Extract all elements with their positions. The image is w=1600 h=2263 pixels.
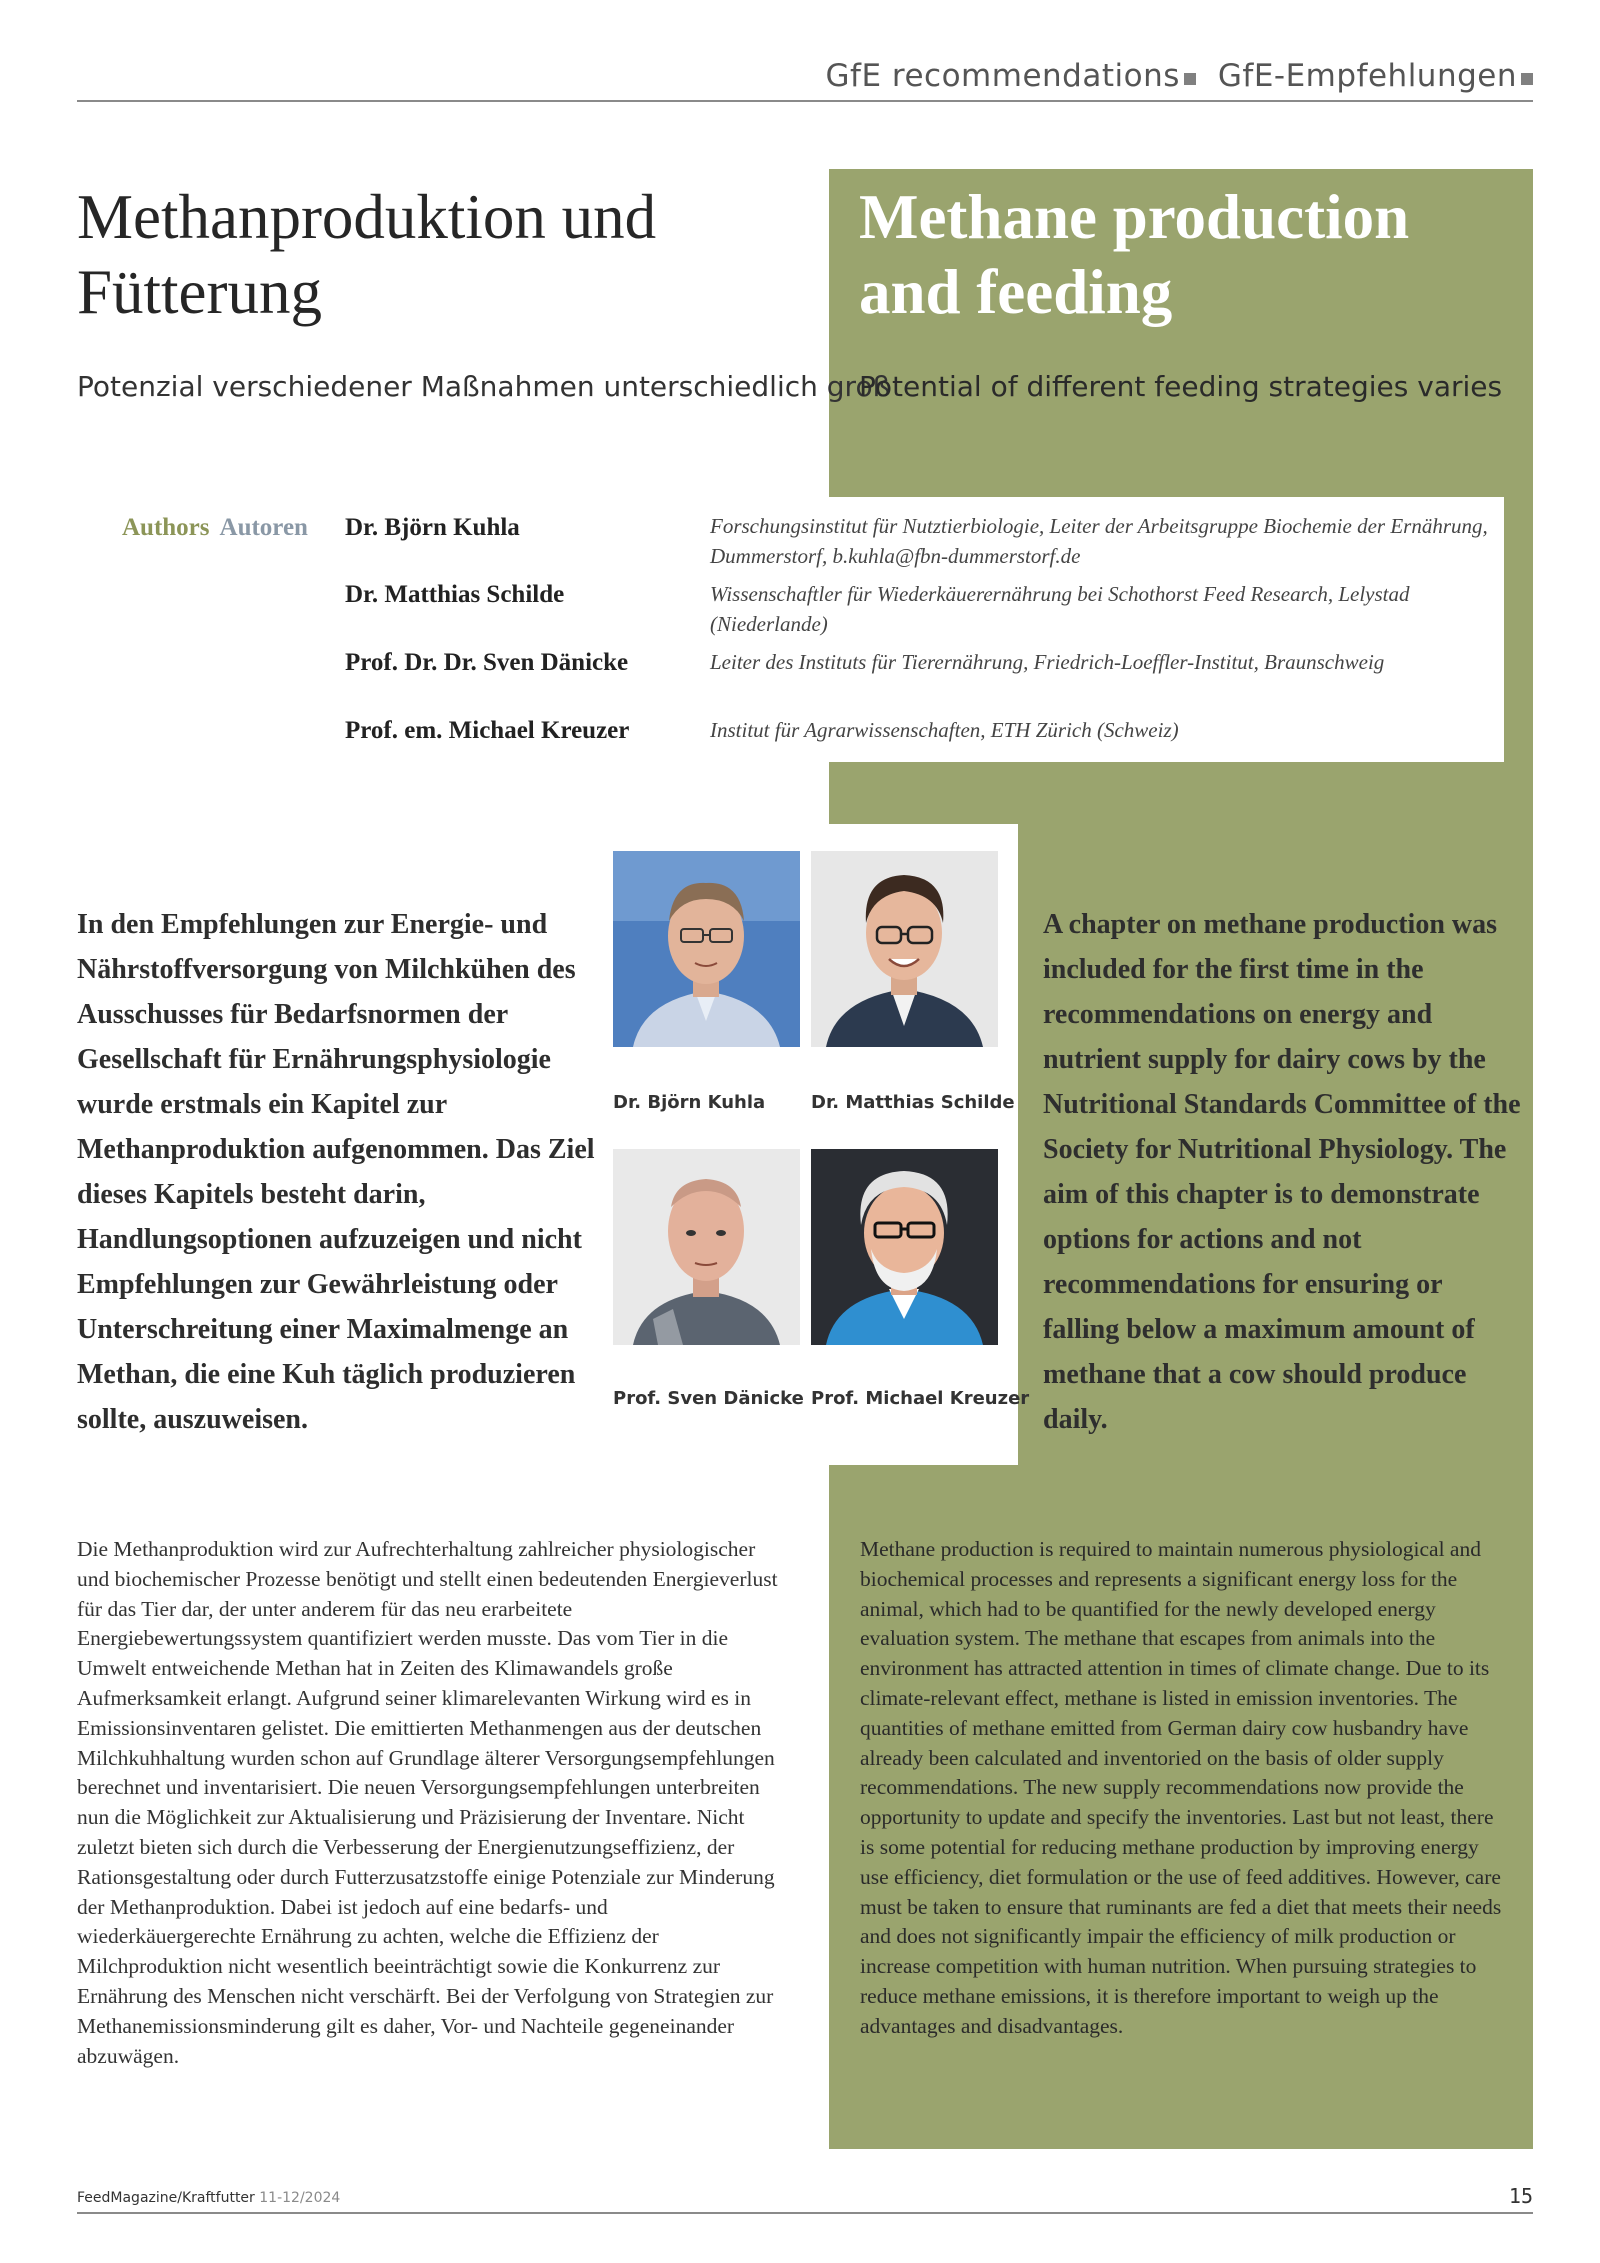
square-bullet-icon xyxy=(1521,73,1533,85)
lead-paragraph-en: A chapter on methane production was included for the first time in the recommendations on energy and nutrient supply for dairy cows by the Nutritional Standards Committee of the Society for Nutritional Physiology. The aim of this chapter is to demonstrate options for actions and not recommendations for ensuring or falling below a maximum amount of methane that a cow should produce daily. xyxy=(1043,909,1521,1435)
body-paragraph-en: Methane production is required to maintain numerous physiological and biochemical processes and represents a significant energy loss for the animal, which had to be quantified for the newly developed energy evaluation system. The methane that escapes from animals into the environment has attracted attention in times of climate change. Due to its climate-relevant effect, methane is listed in emission inventories. The quantities of methane emitted from German dairy cow husbandry have already been calculated and inventoried on the basis of older supply recommendations. The new supply recommendations now provide the opportunity to update and specify the inventories. Last but not least, there is some potential for reducing methane production by improving energy use efficiency, diet formulation or the use of feed additives. However, care must be taken to ensure that ruminants are fed a diet that meets their needs and does not significantly impair the efficiency of milk production or increase competition with human nutrition. When pursuing strategies to reduce methane emissions, it is therefore important to weigh up the advantages and disadvantages. xyxy=(860,1537,1502,2038)
photo-caption: Dr. Björn Kuhla xyxy=(613,1092,766,1113)
authors-label-de: Autoren xyxy=(219,514,308,541)
author-affiliation: Forschungsinstitut für Nutztierbiologie, Leiter der Arbeitsgruppe Biochemie der Ernährung, Dummerstorf, b.kuhla@fbn-dummerstorf.de xyxy=(710,514,1488,568)
author-photos-panel xyxy=(601,824,1030,1465)
footer-issue: 11-12/2024 xyxy=(259,2190,341,2206)
footer-publication-name: FeedMagazine/Kraftfutter xyxy=(77,2190,255,2206)
author-photo-daenicke xyxy=(613,1149,800,1345)
article-title-en: Methane production and feeding xyxy=(859,182,1410,327)
authors-label xyxy=(122,514,308,542)
photo-caption: Prof. Michael Kreuzer xyxy=(811,1388,1030,1409)
article-title-de: Methanproduktion und Fütterung xyxy=(77,182,657,327)
article-subtitle-de: Potenzial verschiedener Maßnahmen unterschiedlich groß xyxy=(77,370,891,403)
square-bullet-icon xyxy=(1184,73,1196,85)
header-label-de: GfE-Empfehlungen xyxy=(1217,58,1517,94)
author-name: Dr. Matthias Schilde xyxy=(345,581,565,608)
header-rule xyxy=(77,100,1533,102)
author-name: Dr. Björn Kuhla xyxy=(345,514,520,541)
authors-label-en: Authors xyxy=(122,514,210,541)
author-affiliation: Leiter des Instituts für Tierernährung, Friedrich-Loeffler-Institut, Braunschweig xyxy=(710,650,1385,674)
author-name: Prof. Dr. Dr. Sven Dänicke xyxy=(345,649,629,676)
author-photo-kuhla xyxy=(613,851,800,1047)
author-affiliation: Institut für Agrarwissenschaften, ETH Zürich (Schweiz) xyxy=(710,718,1179,742)
lead-paragraph-de: In den Empfehlungen zur Energie- und Nährstoffversorgung von Milchkühen des Ausschusses für Bedarfsnormen der Gesellschaft für Ernährungsphysiologie wurde erstmals ein Kapitel zur Methanproduktion aufgenommen. Das Ziel dieses Kapitels besteht darin, Handlungsoptionen aufzuzeigen und nicht Empfehlungen zur Gewährleistung oder Unterschreitung einer Maximalmenge an Methan, die eine Kuh täglich produzieren sollte, auszuweisen. xyxy=(77,909,595,1435)
photo-caption: Prof. Sven Dänicke xyxy=(613,1388,804,1409)
author-name: Prof. em. Michael Kreuzer xyxy=(345,717,630,744)
author-photo-kreuzer xyxy=(811,1149,998,1345)
page-number: 15 xyxy=(1508,2184,1533,2208)
header-section-labels xyxy=(826,58,1533,94)
footer-publication xyxy=(77,2190,340,2206)
photo-caption: Dr. Matthias Schilde xyxy=(811,1092,1015,1113)
article-subtitle-en: Potential of different feeding strategies varies xyxy=(859,370,1503,403)
footer-rule xyxy=(77,2212,1533,2214)
header-label-en: GfE recommendations xyxy=(825,58,1180,94)
author-affiliation: Wissenschaftler für Wiederkäuerernährung bei Schothorst Feed Research, Lelystad (Niederlande) xyxy=(710,582,1410,636)
author-photo-schilde xyxy=(811,851,998,1047)
body-paragraph-de: Die Methanproduktion wird zur Aufrechterhaltung zahlreicher physiologischer und biochemischer Prozesse benötigt und stellt einen bedeutenden Energieverlust für das Tier dar, der unter anderem für das neu erarbeitete Energiebewertungssystem quantifiziert werden musste. Das vom Tier in die Umwelt entweichende Methan hat in Zeiten des Klimawandels große Aufmerksamkeit erlangt. Aufgrund seiner klimarelevanten Wirkung wird es in Emissionsinventaren gelistet. Die emittierten Methanmengen aus der deutschen Milchkuhhaltung wurden schon auf Grundlage älterer Versorgungsempfehlungen berechnet und inventarisiert. Die neuen Versorgungsempfehlungen unterbreiten nun die Möglichkeit zur Aktualisierung und Präzisierung der Inventare. Nicht zuletzt bieten sich durch die Verbesserung der Energienutzungseffizienz, der Rationsgestaltung oder durch Futterzusatzstoffe einige Potenziale zur Minderung der Methanproduktion. Dabei ist jedoch auf eine bedarfs- und wiederkäuergerechte Ernährung zu achten, welche die Effizienz der Milchproduktion nicht wesentlich beeinträchtigt sowie die Konkurrenz zur Ernährung des Menschen nicht verschärft. Bei der Verfolgung von Strategien zur Methanemissionsminderung gilt es daher, Vor- und Nachteile gegeneinander abzuwägen. xyxy=(77,1537,778,2068)
